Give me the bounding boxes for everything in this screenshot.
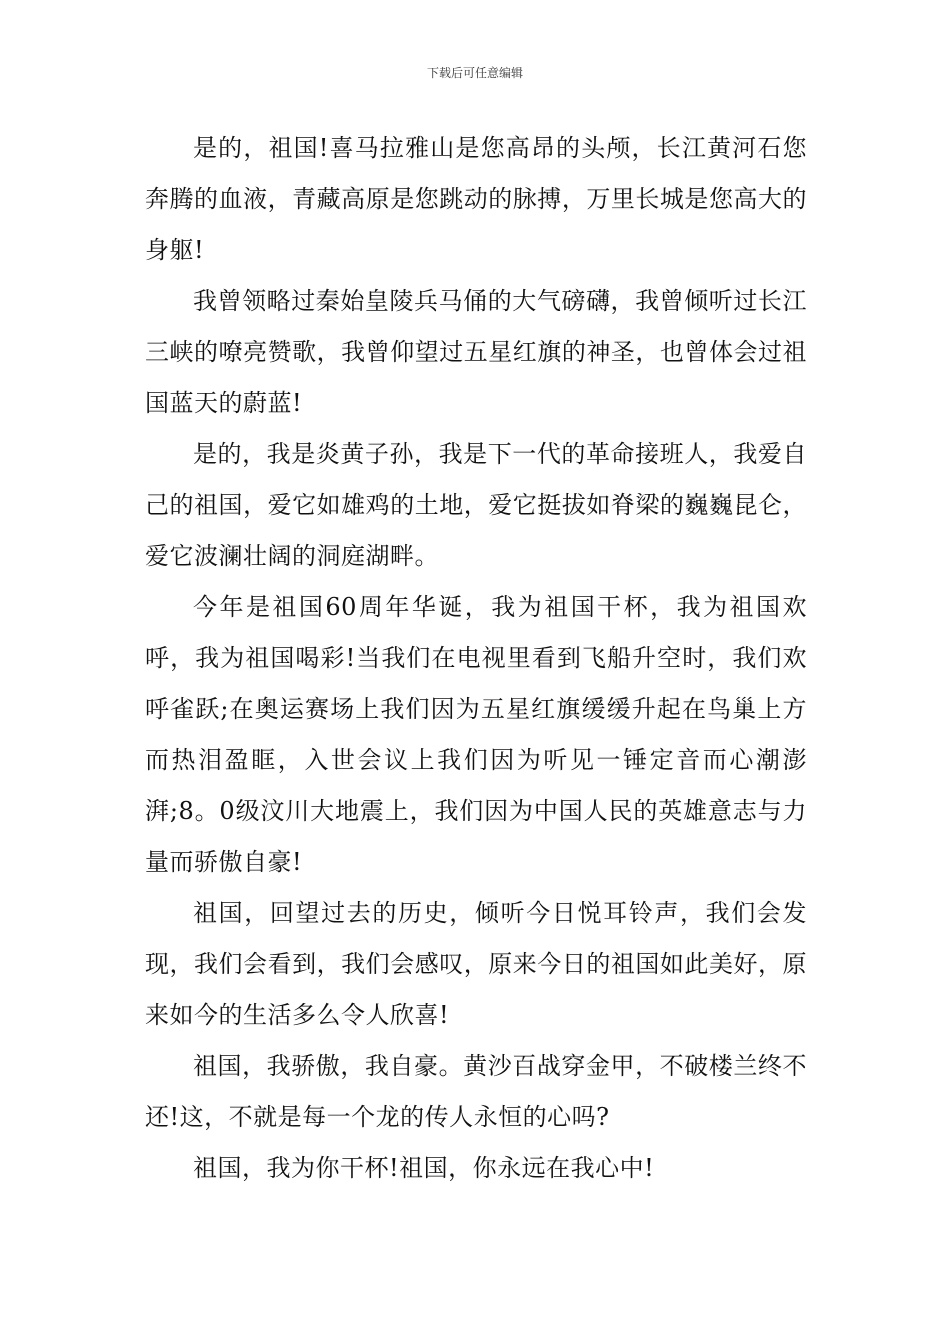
page-header-note: 下载后可任意编辑	[426, 66, 523, 80]
paragraph-2: 我曾领略过秦始皇陵兵马俑的大气磅礴，我曾倾听过长江三峡的嘹亮赞歌，我曾仰望过五星红旗的神圣，也曾体会过祖国蓝天的蔚蓝!	[145, 287, 807, 417]
paragraph-7: 祖国，我为你干杯!祖国，你永远在我心中!	[193, 1154, 655, 1182]
paragraph-3: 是的，我是炎黄子孙，我是下一代的革命接班人，我爱自己的祖国，爱它如雄鸡的土地，爱它挺拔如脊梁的巍巍昆仑，爱它波澜壮阔的洞庭湖畔。	[145, 440, 807, 570]
paragraph-1: 是的，祖国!喜马拉雅山是您高昂的头颅，长江黄河石您奔腾的血液，青藏高原是您跳动的脉搏，万里长城是您高大的身躯!	[145, 134, 807, 264]
paragraph-4: 今年是祖国60周年华诞，我为祖国干杯，我为祖国欢呼，我为祖国喝彩!当我们在电视里看到飞船升空时，我们欢呼雀跃;在奥运赛场上我们因为五星红旗缓缓升起在鸟巢上方而热泪盈眶，入世会议上我们因为听见一锤定音而心潮澎湃;8。0级汶川大地震上，我们因为中国人民的英雄意志与力量而骄傲自豪!	[145, 593, 807, 876]
document-body	[145, 123, 807, 1194]
paragraph-5: 祖国，回望过去的历史，倾听今日悦耳铃声，我们会发现，我们会看到，我们会感叹，原来今日的祖国如此美好，原来如今的生活多么令人欣喜!	[145, 899, 807, 1029]
paragraph-6: 祖国，我骄傲，我自豪。黄沙百战穿金甲，不破楼兰终不还!这，不就是每一个龙的传人永恒的心吗?	[145, 1052, 807, 1131]
